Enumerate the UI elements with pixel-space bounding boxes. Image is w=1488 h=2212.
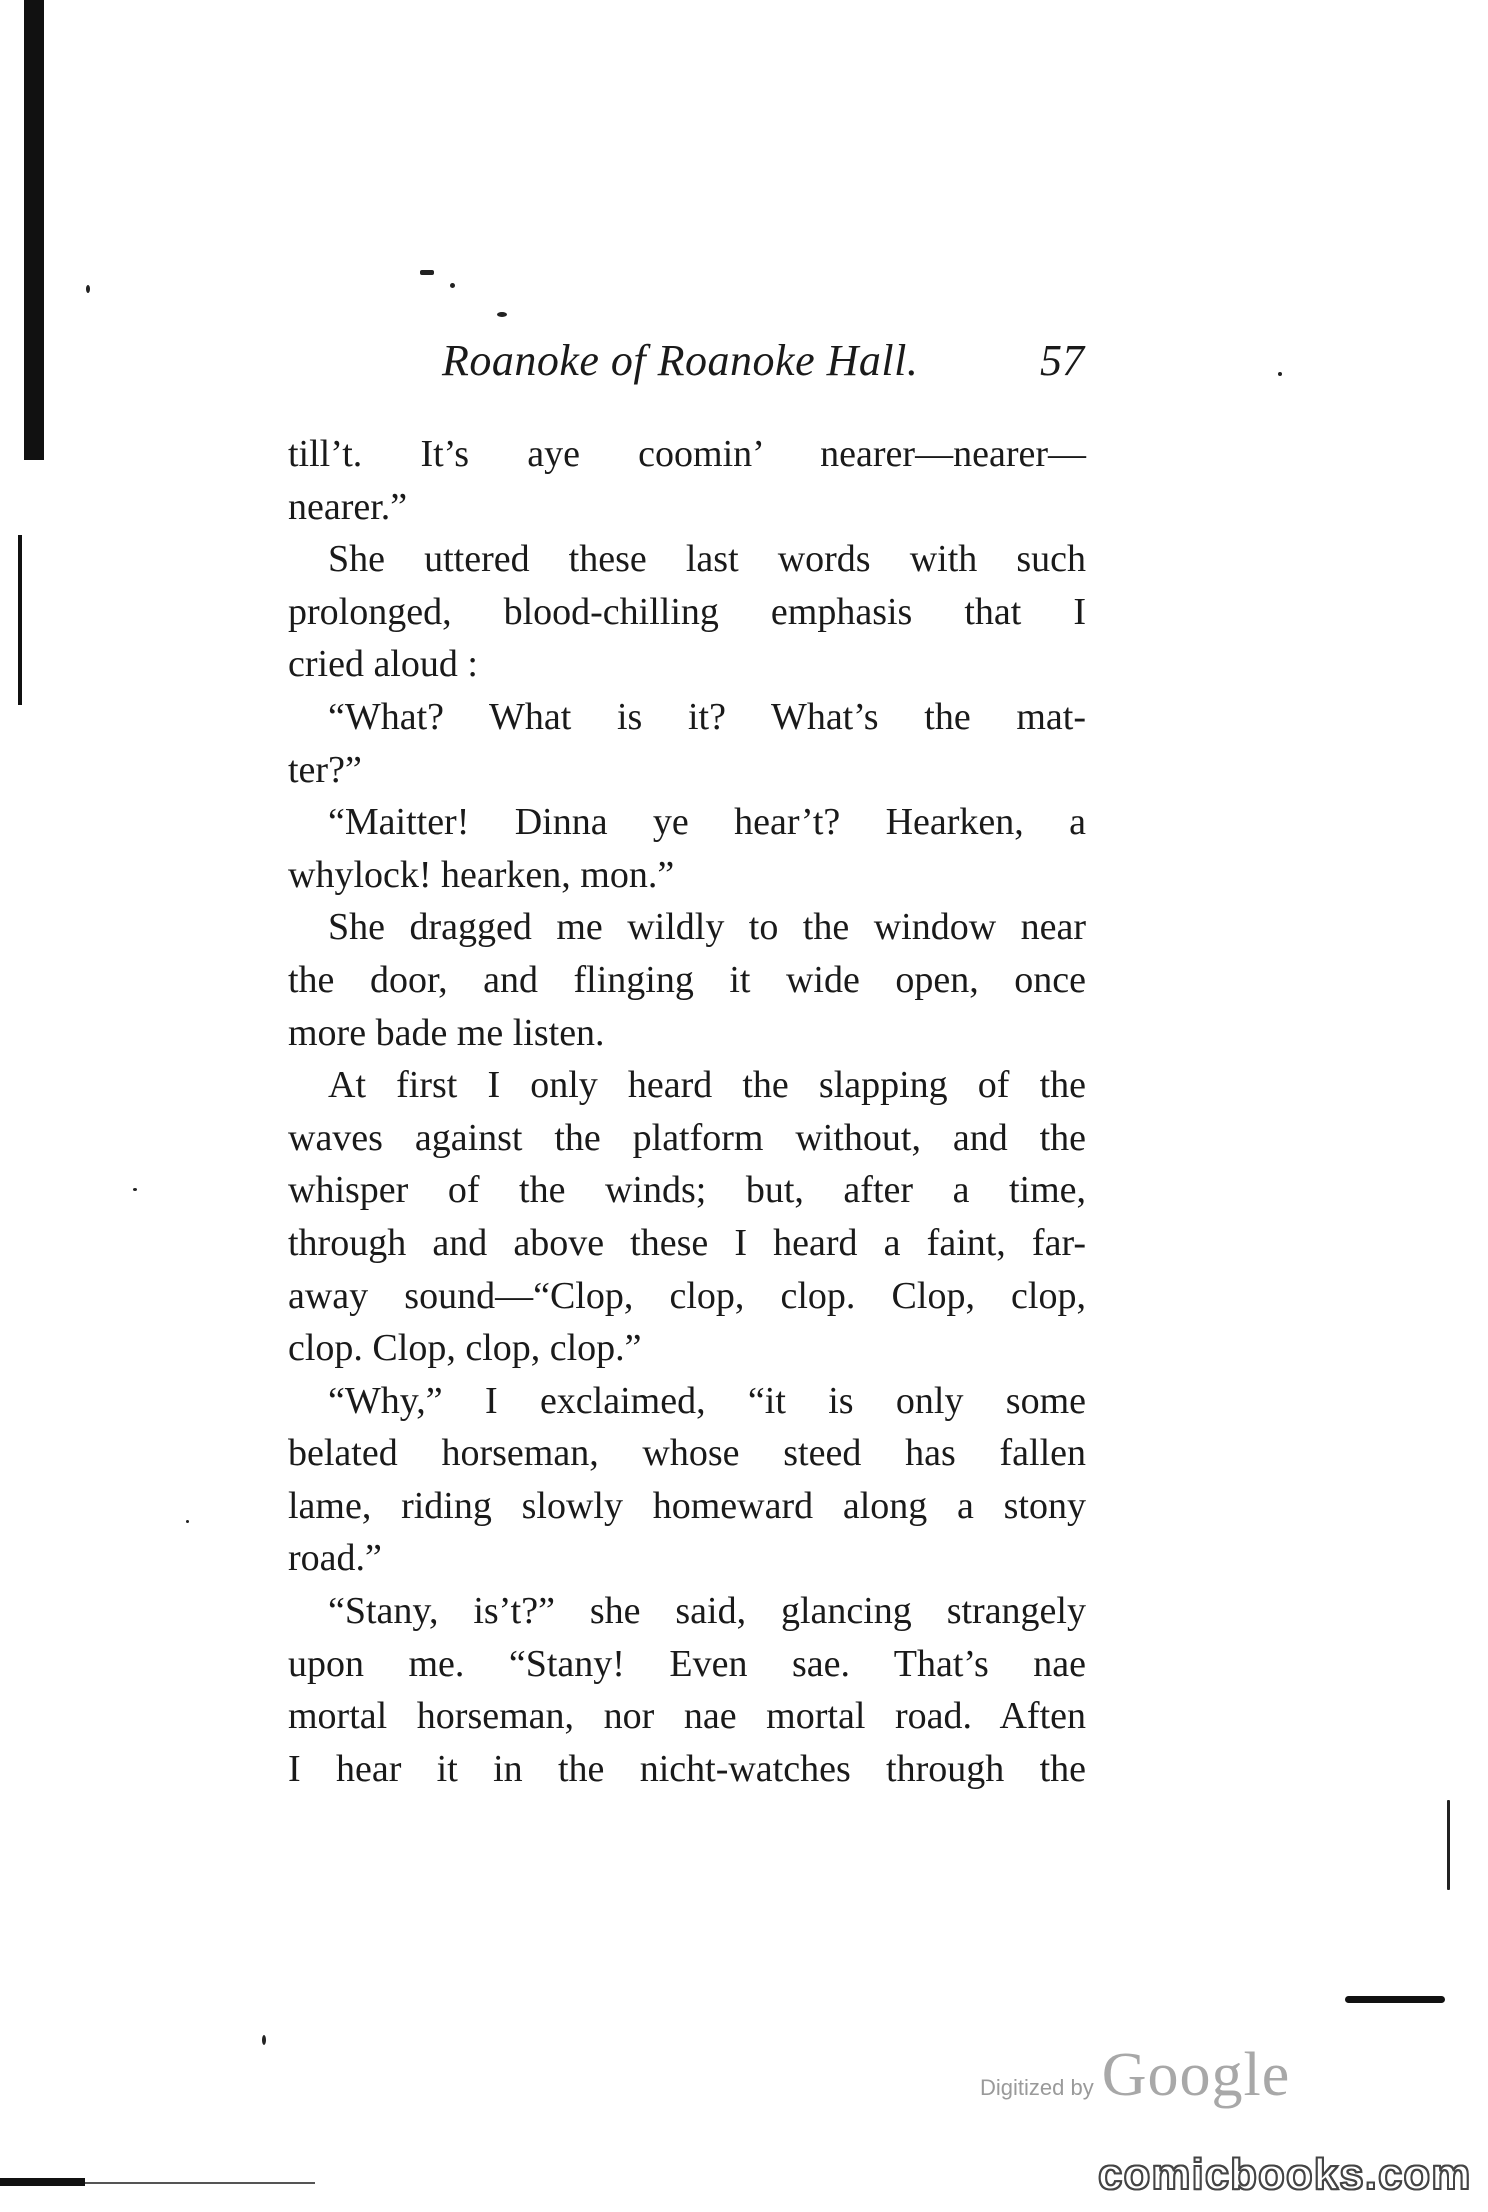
scan-speck <box>186 1520 189 1523</box>
text-line: “Maitter! Dinna ye hear’t? Hearken, a <box>328 801 1086 844</box>
text-line: mortal horseman, nor nae mortal road. Aften <box>288 1695 1086 1738</box>
text-line: I hear it in the nicht-watches through the <box>288 1747 1086 1790</box>
scan-edge-line <box>18 535 22 705</box>
text-line: She dragged me wildly to the window near <box>328 906 1086 949</box>
text-line: whisper of the winds; but, after a time, <box>288 1169 1086 1212</box>
text-line: belated horseman, whose steed has fallen <box>288 1432 1086 1475</box>
scan-speck <box>1278 372 1282 376</box>
text-line: “Why,” I exclaimed, “it is only some <box>328 1379 1086 1422</box>
running-head <box>442 335 1084 395</box>
text-line: At first I only heard the slapping of the <box>328 1064 1086 1107</box>
text-line: She uttered these last words with such <box>328 538 1086 581</box>
scan-speck <box>262 2035 266 2045</box>
text-line: till’t. It’s aye coomin’ nearer—nearer— <box>288 433 1086 475</box>
watermark: comicbooks.com <box>1098 2150 1472 2199</box>
digitized-label: Digitized by <box>980 2075 1094 2100</box>
scan-speck <box>1447 1800 1450 1890</box>
text-line: whylock! hearken, mon.” <box>288 853 675 896</box>
scan-bottom-line <box>85 2182 315 2184</box>
text-line: through and above these I heard a faint, far- <box>288 1221 1086 1264</box>
body-text <box>288 428 1086 1795</box>
scan-speck <box>86 285 90 293</box>
text-line: cried aloud : <box>288 643 478 686</box>
text-line: road.” <box>288 1537 382 1580</box>
text-line: waves against the platform without, and the <box>288 1116 1086 1159</box>
scan-speck <box>420 270 434 275</box>
text-line: away sound—“Clop, clop, clop. Clop, clop, <box>288 1274 1086 1317</box>
scan-speck <box>133 1188 137 1191</box>
page-number: 57 <box>1040 336 1084 385</box>
text-line: the door, and flinging it wide open, once <box>288 958 1086 1001</box>
text-line: upon me. “Stany! Even sae. That’s nae <box>288 1642 1086 1685</box>
text-line: nearer.” <box>288 485 408 528</box>
scan-edge-smudge <box>1345 1996 1445 2003</box>
text-line: prolonged, blood-chilling emphasis that I <box>288 590 1086 633</box>
text-line: more bade me listen. <box>288 1011 605 1054</box>
scan-speck <box>450 283 455 288</box>
scan-bottom-bar <box>0 2178 85 2186</box>
text-line: lame, riding slowly homeward along a stony <box>288 1484 1086 1527</box>
google-logo: Google <box>1101 2041 1291 2109</box>
digitized-by-google <box>980 2040 1290 2120</box>
running-title: Roanoke of Roanoke Hall. <box>442 336 919 385</box>
text-line: “What? What is it? What’s the mat- <box>328 695 1086 738</box>
scan-edge-shadow <box>24 0 44 460</box>
text-line: “Stany, is’t?” she said, glancing strangely <box>328 1590 1086 1633</box>
scan-speck <box>497 312 507 317</box>
text-line: ter?” <box>288 748 362 791</box>
text-line: clop. Clop, clop, clop.” <box>288 1327 642 1370</box>
